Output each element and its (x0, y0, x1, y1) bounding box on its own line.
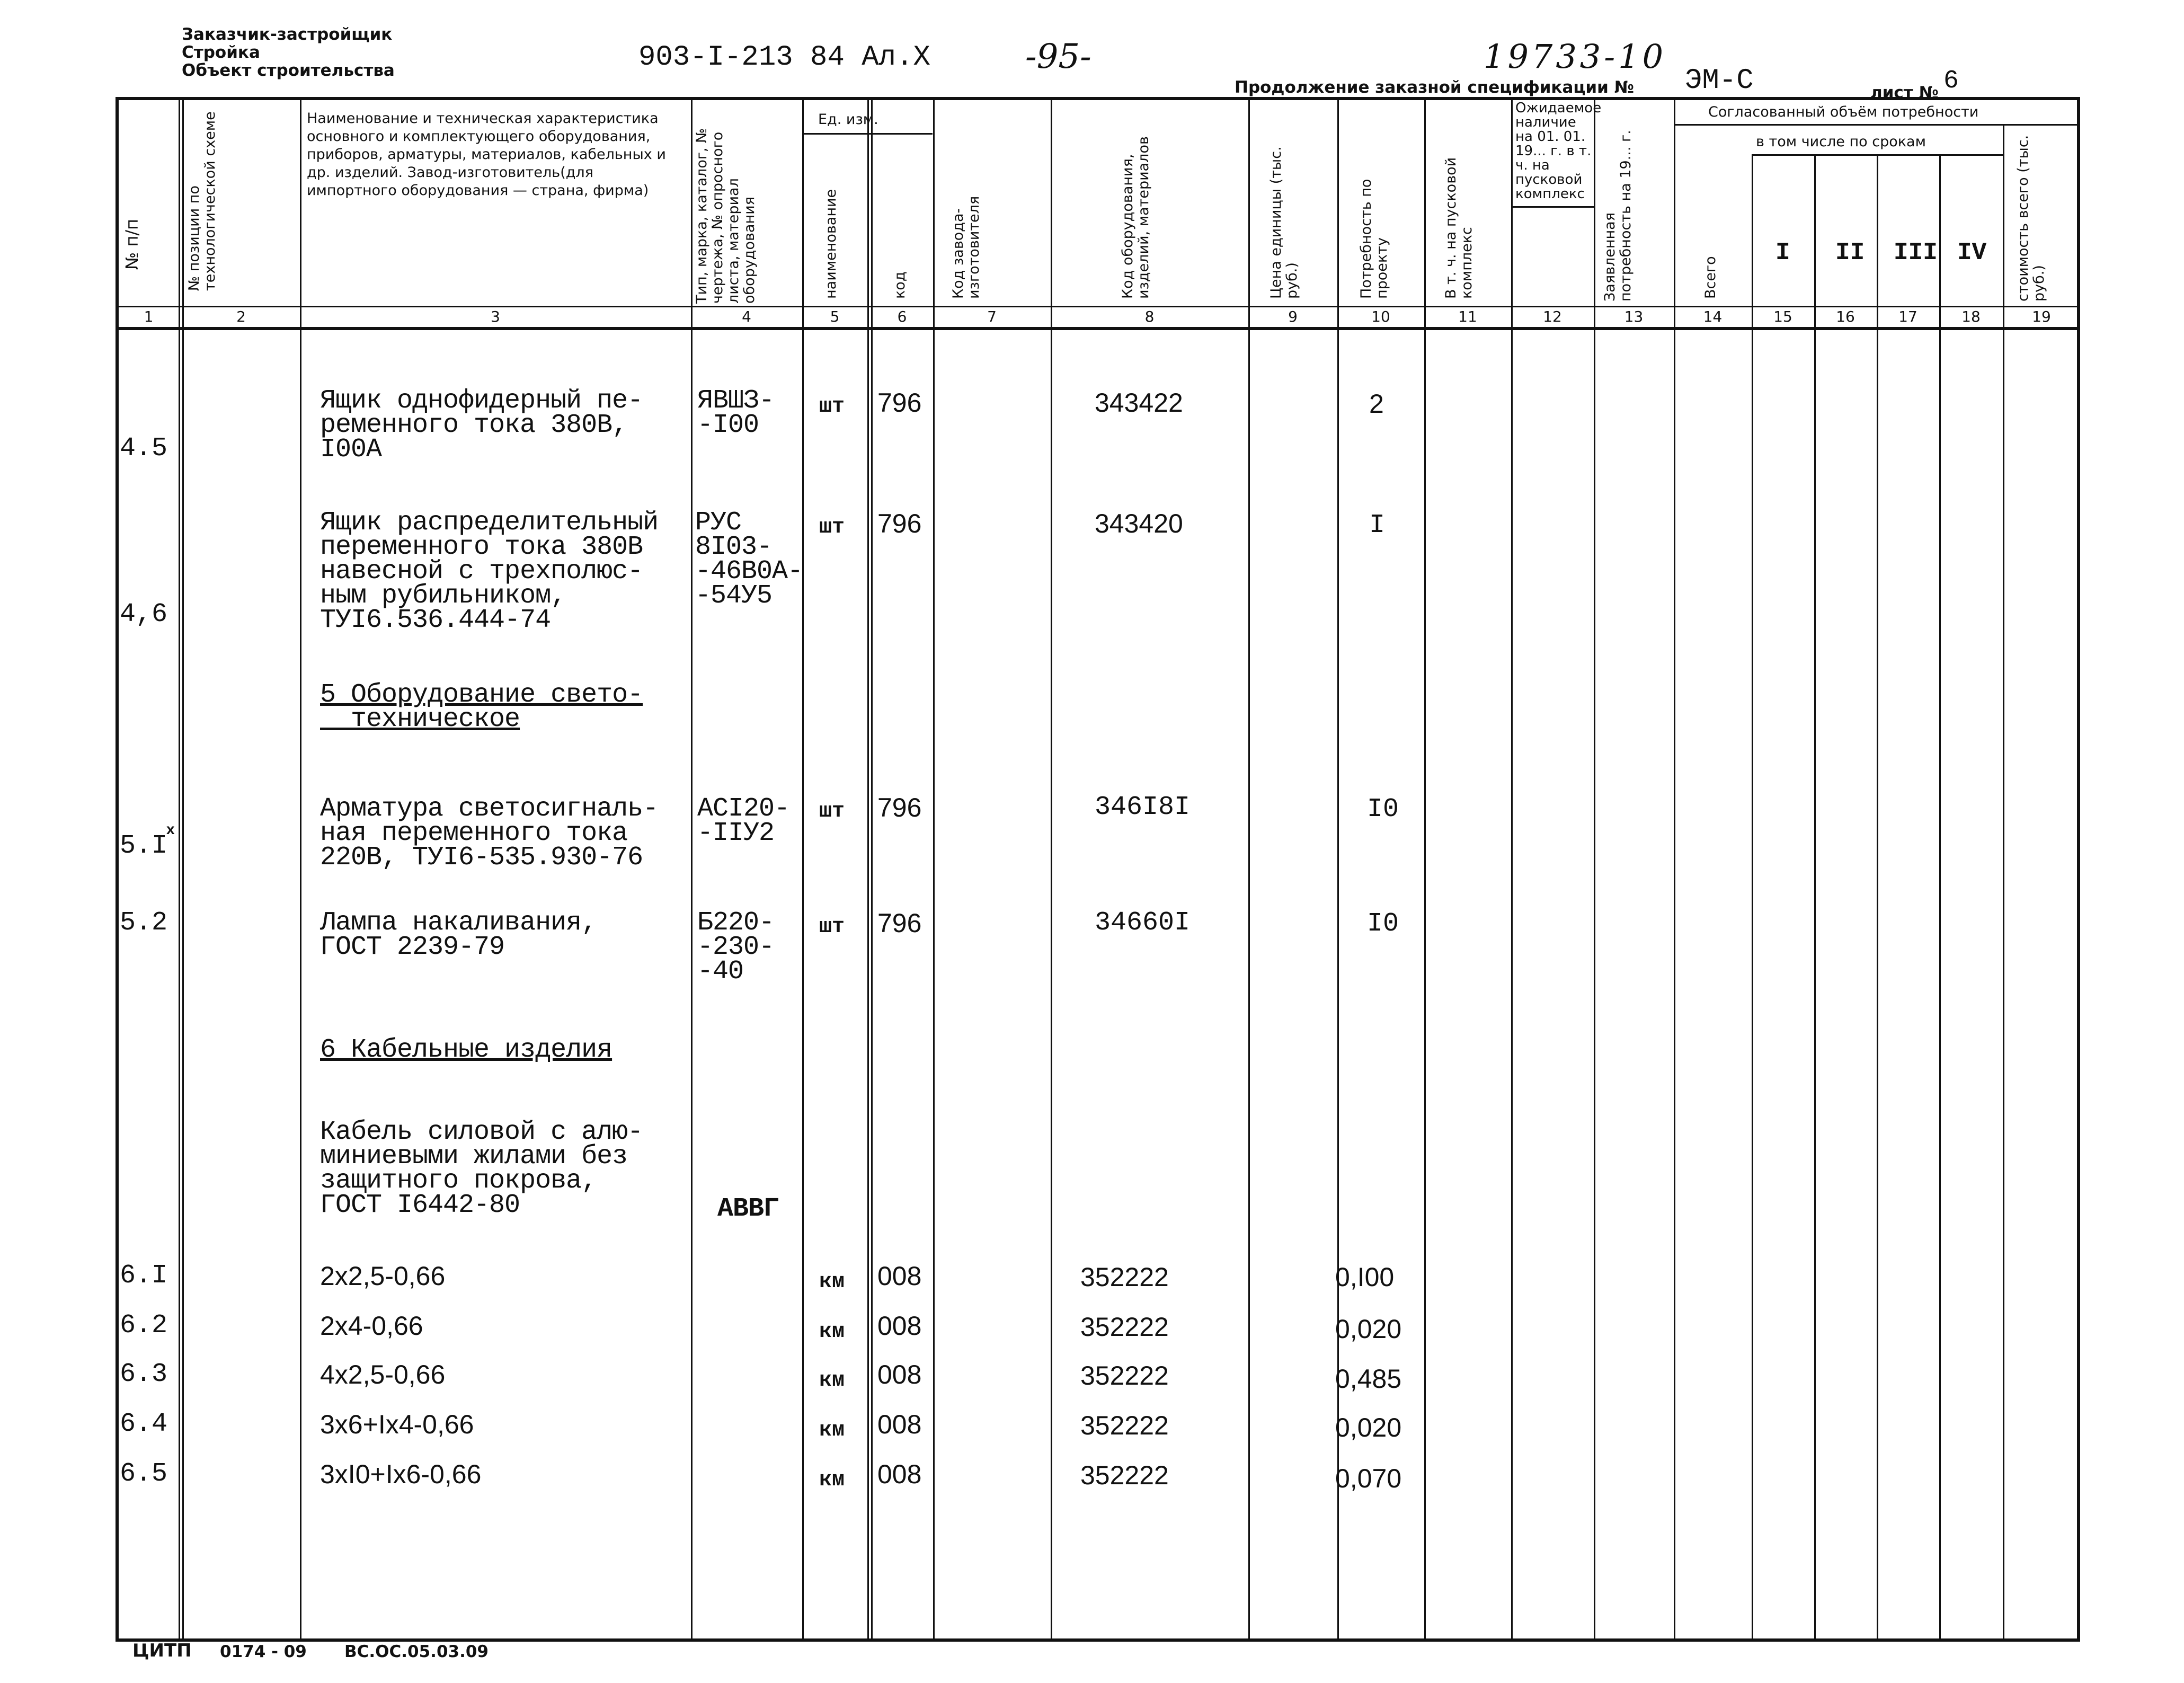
spec-continuation-label: Продолжение заказной спецификации № (1235, 78, 1634, 97)
row-4-6-unit: шт (819, 516, 845, 539)
row-4-5-code: 796 (877, 388, 922, 418)
row-6-5-name: 3хI0+Iх6-0,66 (320, 1459, 482, 1489)
colnum-6: 6 (897, 308, 907, 325)
col-equipment-code-header: Код оборудования, изделий, материалов (1120, 136, 1152, 299)
sheet-label: лист № (1870, 83, 1939, 102)
row-6-5-num: 6.5 (120, 1459, 168, 1489)
row-6-4-unit: км (819, 1419, 845, 1442)
cable-description: Кабель силовой с алю- миниевыми жилами без защитного покрова, ГОСТ I6442-80 (320, 1117, 643, 1220)
construction-label: Стройка (182, 43, 260, 62)
row-4-5-unit: шт (819, 395, 845, 419)
page-mark: -95- (1025, 37, 1091, 76)
row-4-5-name: Ящик однофидерный пе- ременного тока 380В, I00А (320, 386, 643, 465)
colnum-12: 12 (1543, 308, 1562, 325)
row-4-5-num: 4.5 (120, 433, 168, 464)
row-6-4-equip-code: 352222 (1080, 1411, 1169, 1440)
colnum-16: 16 (1836, 308, 1855, 325)
section-5-title: 5 Оборудование свето- техническое (320, 680, 643, 734)
row-6-5-qty: 0,070 (1335, 1464, 1402, 1493)
unit-group-header: Ед. изм. (818, 111, 878, 128)
section-6-title: 6 Кабельные изделия (320, 1035, 612, 1065)
row-5-1-unit: шт (819, 800, 845, 823)
row-6-2-name: 2х4-0,66 (320, 1311, 423, 1341)
col-demand-header: Потребность по проекту (1358, 179, 1390, 299)
col-manufacturer-code-header: Код завода-изготовителя (950, 196, 982, 299)
object-label: Объект строительства (182, 61, 395, 80)
row-6-3-name: 4х2,5-0,66 (320, 1360, 446, 1389)
customer-label: Заказчик-застройщик (182, 25, 393, 44)
row-4-6-equip-code: 343420 (1095, 509, 1183, 538)
colnum-13: 13 (1624, 308, 1644, 325)
col-type-header: Тип, марка, каталог, № чертежа, № опросного листа, материал оборудования (694, 128, 758, 304)
row-4-6-code: 796 (877, 509, 922, 538)
row-6-2-num: 6.2 (120, 1310, 168, 1341)
terms-group-header: в том числе по срокам (1756, 134, 1926, 150)
project-code: 903-I-213 84 Ал.X (638, 41, 930, 74)
row-6-3-num: 6.3 (120, 1359, 168, 1389)
row-5-2-type: Б220- -230- -40 (697, 908, 775, 987)
row-6-5-code: 008 (877, 1459, 922, 1489)
row-5-1-qty: I0 (1367, 794, 1399, 825)
row-5-1-code: 796 (877, 793, 922, 822)
sheet-number: 6 (1943, 67, 1959, 95)
row-4-6-qty: I (1369, 510, 1386, 541)
row-6-5-equip-code: 352222 (1080, 1460, 1169, 1490)
col-name-header: Наименование и техническая характеристика основного и комплектующего оборудования, приборов, арматуры, материалов, кабельных и др. изделий. Завод-изготовитель(для импортного оборудования — страна, фирма) (307, 110, 666, 199)
cable-type: АВВГ (717, 1194, 779, 1224)
row-6-3-qty: 0,485 (1335, 1364, 1402, 1394)
row-6-1-name: 2х2,5-0,66 (320, 1261, 446, 1291)
col-launch-header: В т. ч. на пусковой комплекс (1443, 157, 1475, 299)
col-num-header: № п/п (122, 218, 142, 270)
col-price-header: Цена единицы (тыс. руб.) (1268, 146, 1300, 299)
doc-number: 19733-10 (1484, 37, 1667, 76)
row-6-1-qty: 0,I00 (1335, 1262, 1395, 1292)
row-6-4-qty: 0,020 (1335, 1413, 1402, 1442)
row-5-2-equip-code: 34660I (1095, 908, 1191, 938)
row-5-1-equip-code: 346I8I (1095, 792, 1191, 822)
row-6-1-unit: км (819, 1270, 845, 1294)
col-total-header: Всего (1702, 256, 1719, 299)
agreed-group-header: Согласованный объём потребности (1708, 104, 1979, 120)
row-4-5-type: ЯВШЗ- -I00 (697, 386, 775, 440)
row-5-1-num: 5.I (120, 831, 168, 861)
row-6-1-equip-code: 352222 (1080, 1262, 1169, 1292)
row-6-2-unit: км (819, 1320, 845, 1344)
row-5-2-unit: шт (819, 915, 845, 939)
col-term-2: II (1835, 239, 1865, 267)
col-unit-code-header: код (892, 271, 908, 299)
col-declared-header: Заявленная потребность на 19... г. (1602, 130, 1634, 302)
colnum-8: 8 (1144, 308, 1155, 325)
row-4-6-type: РУС 8I03- -46В0А- -54У5 (695, 508, 803, 611)
colnum-1: 1 (144, 308, 154, 325)
row-6-3-code: 008 (877, 1360, 922, 1389)
footer-code: 0174 - 09 (220, 1642, 307, 1661)
colnum-9: 9 (1288, 308, 1298, 325)
row-6-1-code: 008 (877, 1261, 922, 1291)
row-5-2-code: 796 (877, 908, 922, 938)
colnum-19: 19 (2032, 308, 2051, 325)
row-6-2-qty: 0,020 (1335, 1314, 1402, 1344)
specification-table (116, 97, 2080, 1642)
row-5-2-qty: I0 (1367, 909, 1399, 939)
col-term-3: III (1894, 239, 1938, 267)
colnum-18: 18 (1961, 308, 1981, 325)
col-cost-header: стоимость всего (тыс. руб.) (2015, 135, 2047, 302)
row-6-1-num: 6.I (120, 1261, 168, 1291)
col-term-4: IV (1957, 239, 1987, 267)
row-4-5-qty: 2 (1369, 389, 1384, 419)
row-5-2-num: 5.2 (120, 908, 168, 938)
row-6-4-name: 3х6+Iх4-0,66 (320, 1410, 474, 1439)
colnum-10: 10 (1371, 308, 1390, 325)
row-5-2-name: Лампа накаливания, ГОСТ 2239-79 (320, 908, 597, 962)
row-5-1-name: Арматура светосигналь- ная переменного тока 220В, ТУI6-535.930-76 (320, 794, 659, 873)
row-6-4-code: 008 (877, 1410, 922, 1439)
row-4-6-name: Ящик распределительный переменного тока 380В навесной с трехполюс- ным рубильником, ТУI6.536.444-74 (320, 508, 659, 635)
col-unit-name-header: наименование (823, 189, 839, 299)
row-6-3-unit: км (819, 1369, 845, 1393)
colnum-11: 11 (1458, 308, 1477, 325)
row-6-4-num: 6.4 (120, 1409, 168, 1439)
row-6-2-equip-code: 352222 (1080, 1312, 1169, 1342)
colnum-3: 3 (491, 308, 500, 325)
col-position-header: № позиции по технологической схеме (186, 111, 218, 291)
row-5-1-type: АСI20- -IIУ2 (697, 794, 790, 848)
row-5-1-mark: x (166, 821, 175, 837)
spec-number: ЭМ-С (1685, 65, 1754, 97)
row-4-6-num: 4,6 (120, 599, 168, 630)
row-6-3-equip-code: 352222 (1080, 1361, 1169, 1390)
colnum-5: 5 (830, 308, 840, 325)
colnum-2: 2 (236, 308, 246, 325)
row-6-2-code: 008 (877, 1311, 922, 1341)
colnum-14: 14 (1703, 308, 1723, 325)
row-6-5-unit: км (819, 1468, 845, 1492)
colnum-4: 4 (742, 308, 751, 325)
colnum-17: 17 (1898, 308, 1917, 325)
colnum-7: 7 (987, 308, 997, 325)
row-4-5-equip-code: 343422 (1095, 388, 1183, 418)
colnum-15: 15 (1773, 308, 1792, 325)
col-term-1: I (1775, 239, 1790, 267)
footer-form: ВС.ОС.05.03.09 (344, 1642, 489, 1661)
footer-org: ЦИТП (132, 1640, 192, 1661)
col-expected-header: Ожидаемое наличие на 01. 01. 19... г. в т. ч. на пусковой комплекс (1515, 100, 1602, 202)
